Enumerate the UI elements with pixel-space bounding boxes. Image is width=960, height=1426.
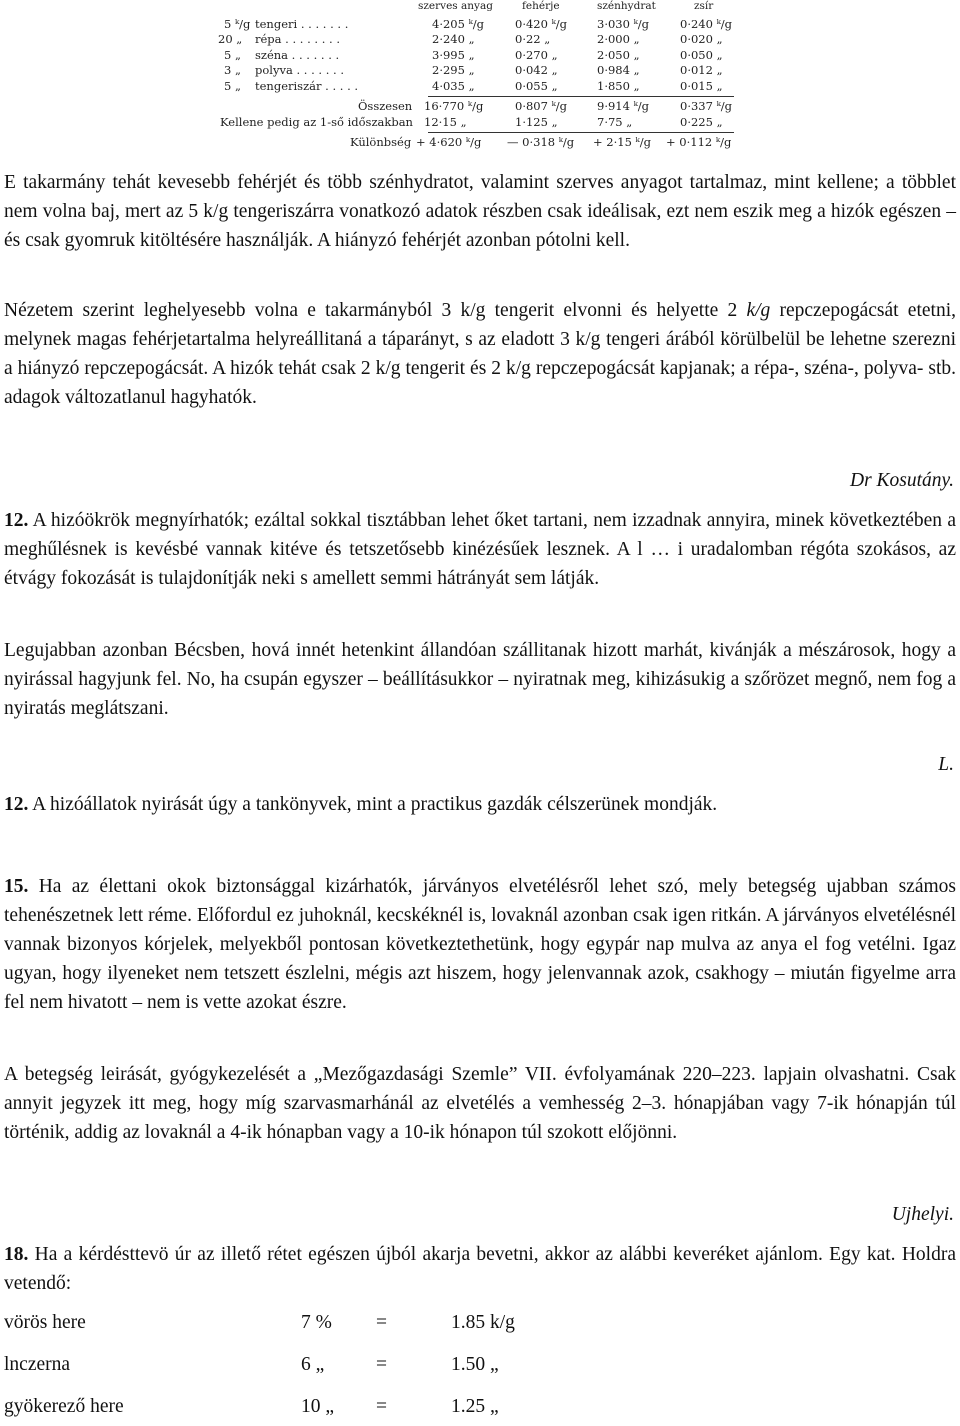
row-fat: 0·240 ᵏ/g xyxy=(680,17,733,31)
diff-organic: + 4·620 ᵏ/g xyxy=(416,135,482,149)
mix-percent: 7 % xyxy=(301,1312,332,1333)
required-fat: 0·225 „ xyxy=(680,115,723,129)
question-number: 15. xyxy=(4,876,29,897)
table-divider xyxy=(428,96,734,97)
row-organic: 4·035 „ xyxy=(432,79,475,93)
row-protein: 0·055 „ xyxy=(515,79,558,93)
row-organic: 2·295 „ xyxy=(432,63,475,77)
text-run: A hizóállatok nyirását úgy a tankönyvek, mint a practikus gazdák célszerünek mondják. xyxy=(28,794,718,815)
list-item xyxy=(4,1354,604,1384)
mix-equals: = xyxy=(376,1396,387,1417)
header-protein: fehérje xyxy=(522,0,560,12)
required-protein: 1·125 „ xyxy=(515,115,558,129)
row-organic: 3·995 „ xyxy=(432,48,475,62)
mix-amount: 1.50 „ xyxy=(451,1354,499,1375)
paragraph-reference: A betegség leirását, gyógykezelését a „Mezőgazdasági Szemle” VII. évfolyamának 220–223. lapjain olvashatni. Csak annyit jegyzek itt meg, hogy míg szarvasmarhánál az elvetélés a vemhesség 2–3. hónapjában vagy 7-ik hónapján túl történik, addig az lovaknál a 4-ik hónapban vagy a 10-ik hónapon túl szokott előjönni. xyxy=(4,1064,956,1143)
paragraph-recommendation xyxy=(4,296,956,412)
required-carbs: 7·75 „ xyxy=(597,115,633,129)
paragraph-feed-analysis: E takarmány tehát kevesebb fehérjét és több szénhydratot, valamint szerves anyagot tartalmaz, mint kellene; a többlet nem volna baj, mert az 5 k/g tengeriszárra vonatkozó adatok részben csak ideálisak, ezt nem eszik meg a hizók egészen – és csak gyomruk kitöltésére használják. A hiányzó fehérjét azonban pótolni kell. xyxy=(4,172,956,251)
header-fat: zsír xyxy=(694,0,714,12)
required-label: Kellene pedig az 1-ső időszakban xyxy=(220,115,413,129)
text-run: A hizóökrök megnyírhatók; ezáltal sokkal tisztábban lehet őket tartani, nem izzadnak annyira, minek következtében a meghűlésnek is kevésbé vannak kitéve és tetszetősebb kinézésűek lesznek. A l … i uradalomban régóta szokásos, az étvágy fokozását is tulajdonítják neki s amellett semmi hátrányát sem látják. xyxy=(4,510,956,589)
total-protein: 0·807 ᵏ/g xyxy=(515,99,568,113)
row-qty: 5 „ xyxy=(224,79,241,93)
mix-percent: 6 „ xyxy=(301,1354,325,1375)
row-qty: 5 ᵏ/g xyxy=(224,17,251,31)
list-item xyxy=(4,1396,604,1426)
header-organic: szerves anyag xyxy=(418,0,493,12)
mix-amount: 1.85 k/g xyxy=(451,1312,515,1333)
question-number: 18. xyxy=(4,1244,29,1265)
table-row xyxy=(0,79,960,94)
diff-fat: + 0·112 ᵏ/g xyxy=(666,135,732,149)
paragraph-seed-mix xyxy=(4,1240,956,1298)
required-organic: 12·15 „ xyxy=(424,115,467,129)
text-run: repczepogácsát etetni, melynek magas fehérjetartalma helyreállitaná a táparányt, s az eladott 3 k/g tengeri árából körülbelül be lehetne szerezni a hiányzó repczepogácsát. A hizók tehát csak 2 k/g tengerit és 2 k/g repczepogácsát kapjanak; a répa-, széna-, polyva- stb. adagok változatlanul hagyhatók. xyxy=(4,300,956,408)
total-row xyxy=(0,99,960,114)
row-carbs: 2·050 „ xyxy=(597,48,640,62)
row-qty: 3 „ xyxy=(224,63,241,77)
row-protein: 0·22 „ xyxy=(515,32,551,46)
row-name: széna . . . . . . . xyxy=(255,48,340,62)
seed-mixture-list xyxy=(4,1312,604,1420)
table-row xyxy=(0,32,960,47)
diff-protein: — 0·318 ᵏ/g xyxy=(507,135,575,149)
row-fat: 0·012 „ xyxy=(680,63,723,77)
difference-row xyxy=(0,135,960,150)
header-carbs: szénhydrat xyxy=(597,0,656,12)
mix-name: gyökerező here xyxy=(4,1396,124,1417)
mix-equals: = xyxy=(376,1354,387,1375)
signature-kosutany: Dr Kosutány. xyxy=(849,470,954,491)
row-qty: 20 „ xyxy=(218,32,243,46)
table-row xyxy=(0,63,960,78)
unit-italic: k/g xyxy=(746,300,771,321)
mix-equals: = xyxy=(376,1312,387,1333)
total-carbs: 9·914 ᵏ/g xyxy=(597,99,650,113)
row-name: tengeriszár . . . . . xyxy=(255,79,359,93)
table-row xyxy=(0,17,960,32)
row-name: tengeri . . . . . . . xyxy=(255,17,349,31)
text-run: Nézetem szerint leghelyesebb volna e takarmányból 3 k/g tengerit elvonni és helyette 2 xyxy=(4,300,747,321)
table-row xyxy=(0,48,960,63)
row-protein: 0·420 ᵏ/g xyxy=(515,17,568,31)
row-protein: 0·270 „ xyxy=(515,48,558,62)
row-qty: 5 „ xyxy=(224,48,241,62)
total-organic: 16·770 ᵏ/g xyxy=(424,99,484,113)
row-organic: 4·205 ᵏ/g xyxy=(432,17,485,31)
total-fat: 0·337 ᵏ/g xyxy=(680,99,733,113)
mix-name: vörös here xyxy=(4,1312,86,1333)
question-number: 12. xyxy=(4,510,29,531)
text-run: Ha a kérdésttevö úr az illető rétet egészen újból akarja bevetni, akkor az alábbi keveréket ajánlom. Egy kat. Holdra vetendő: xyxy=(4,1244,956,1294)
total-label: Összesen xyxy=(358,99,413,113)
paragraph-shearing xyxy=(4,506,956,593)
mix-name: lnczerna xyxy=(4,1354,71,1375)
signature-l: L. xyxy=(938,754,954,775)
diff-label: Különbség xyxy=(350,135,412,149)
list-item xyxy=(4,1312,604,1342)
row-organic: 2·240 „ xyxy=(432,32,475,46)
paragraph-vienna: Legujabban azonban Bécsben, hová innét hetenkint állandóan szállitanak hizott marhát, kivánják a mészárosok, hogy a nyirással hagyjunk fel. No, ha csupán egyszer – beállításukkor – nyiratnak meg, kihizásukig a szőrözet megnő, nem fog a nyiratás meglátszani. xyxy=(4,640,956,719)
row-carbs: 2·000 „ xyxy=(597,32,640,46)
row-carbs: 3·030 ᵏ/g xyxy=(597,17,650,31)
row-carbs: 0·984 „ xyxy=(597,63,640,77)
question-number: 12. xyxy=(4,794,29,815)
mix-percent: 10 „ xyxy=(301,1396,335,1417)
row-fat: 0·015 „ xyxy=(680,79,723,93)
diff-carbs: + 2·15 ᵏ/g xyxy=(593,135,651,149)
row-fat: 0·050 „ xyxy=(680,48,723,62)
row-fat: 0·020 „ xyxy=(680,32,723,46)
row-carbs: 1·850 „ xyxy=(597,79,640,93)
mix-amount: 1.25 „ xyxy=(451,1396,499,1417)
paragraph-textbooks xyxy=(4,790,956,819)
paragraph-abortion xyxy=(4,872,956,1017)
text-run: Ha az élettani okok biztonsággal kizárhatók, járványos elvetélésről lehet szó, mely betegség ujabban számos tehenészetnek lett réme. Előfordul ez juhoknál, kecskéknél is, lovaknál azonban csak igen ritkán. A járványos elvetélésnél vannak bizonyos kórjelek, melyekből pontosan következtethetünk, hogy egypár nap mulva az anya el fog vetélni. Igaz ugyan, hogy ilyeneket nem tetszett észlelni, mégis azt hiszem, hogy jelenvannak azok, csakhogy – miután figyelme arra fel nem hivatott – nem is vette azokat észre. xyxy=(4,876,956,1013)
required-row xyxy=(0,115,960,130)
table-divider xyxy=(428,132,734,133)
signature-ujhelyi: Ujhelyi. xyxy=(891,1204,954,1225)
row-name: polyva . . . . . . . xyxy=(255,63,344,77)
row-name: répa . . . . . . . . xyxy=(255,32,341,46)
row-protein: 0·042 „ xyxy=(515,63,558,77)
nutrition-table xyxy=(0,0,960,160)
